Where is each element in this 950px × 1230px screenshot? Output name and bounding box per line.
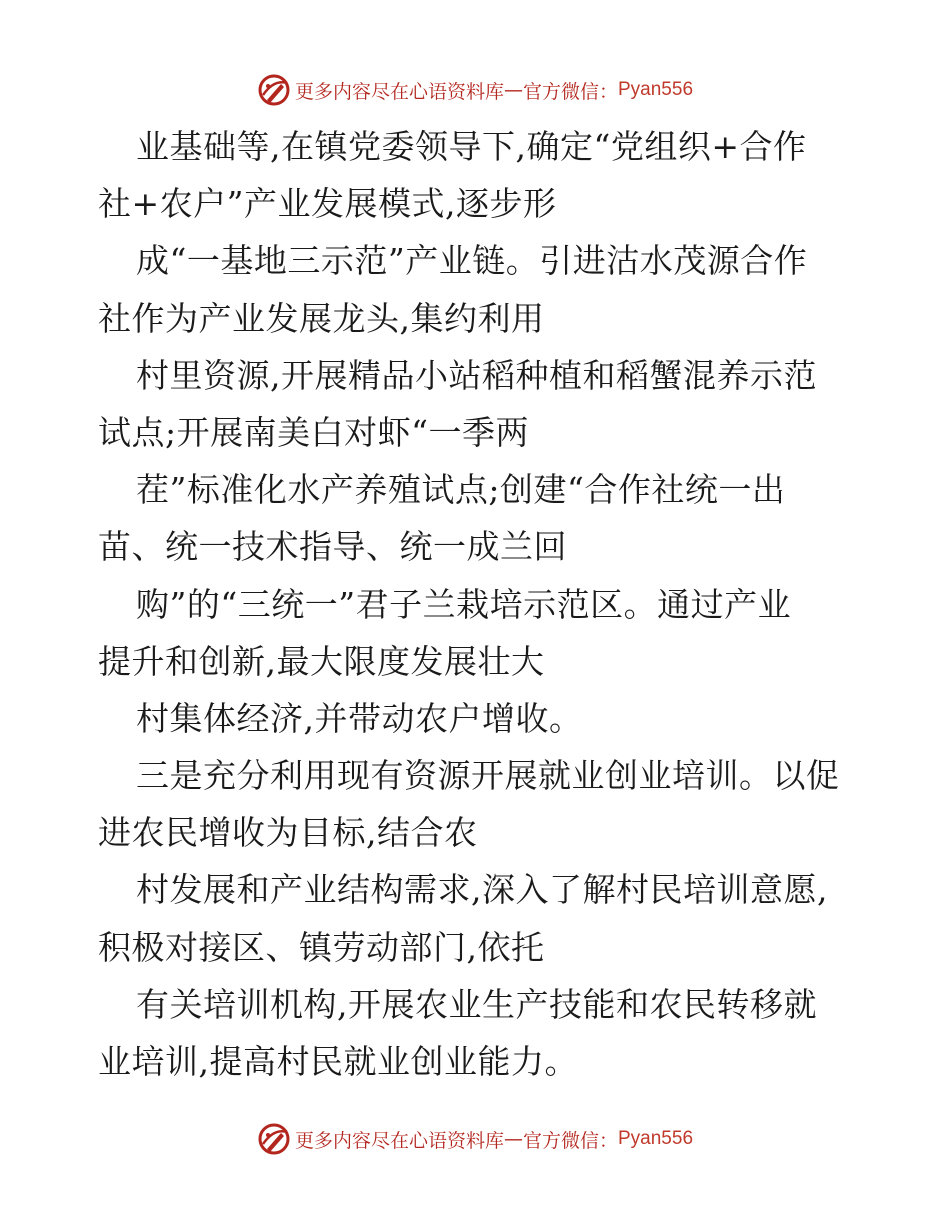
header-watermark-banner [0, 70, 950, 110]
banner-separator: — [503, 1128, 523, 1150]
text-line: 积极对接区、镇劳动部门,依托 [98, 927, 545, 967]
banner-wechat-id: Pyan556 [618, 1128, 694, 1149]
banner-text: 更多内容尽在心语资料库 [294, 1129, 504, 1152]
text-line: 业培训,提高村民就业创业能力。 [98, 1042, 578, 1081]
text-line: 提升和创新,最大限度发展壮大 [98, 641, 545, 681]
text-line: 村集体经济,并带动农户增收。 [136, 698, 583, 738]
text-line: 业基础等,在镇党委领导下,确定“党组织+合作 [136, 127, 807, 166]
text-line: 试点;开展南美白对虾“一季两 [98, 412, 529, 452]
pen-logo-icon [257, 1122, 291, 1156]
text-line: 进农民增收为目标,结合农 [98, 813, 478, 853]
banner-contact-label: 官方微信： [522, 1129, 618, 1152]
banner-text: 更多内容尽在心语资料库 [294, 80, 504, 103]
text-line: 村发展和产业结构需求,深入了解村民培训意愿, [136, 870, 828, 910]
banner-wechat-id: Pyan556 [618, 79, 694, 100]
document-body [98, 118, 858, 1090]
footer-watermark-banner [0, 1119, 950, 1159]
banner-contact-label: 官方微信： [522, 80, 618, 103]
text-line: 成“一基地三示范”产业链。引进沽水茂源合作 [136, 241, 808, 281]
text-line: 社+农户”产业发展模式,逐步形 [98, 184, 557, 224]
text-line: 三是充分利用现有资源开展就业创业培训。以促 [136, 756, 840, 796]
text-line: 苗、统一技术指导、统一成兰回 [98, 527, 567, 567]
banner-separator: — [503, 79, 523, 101]
text-line: 村里资源,开展精品小站稻种植和稻蟹混养示范 [136, 355, 817, 395]
text-line: 购”的“三统一”君子兰栽培示范区。通过产业 [136, 584, 792, 624]
text-line: 有关培训机构,开展农业生产技能和农民转移就 [136, 984, 817, 1024]
text-line: 茬”标准化水产养殖试点;创建“合作社统一出 [136, 470, 786, 510]
text-line: 社作为产业发展龙头,集约利用 [98, 298, 545, 338]
pen-logo-icon [257, 73, 291, 107]
